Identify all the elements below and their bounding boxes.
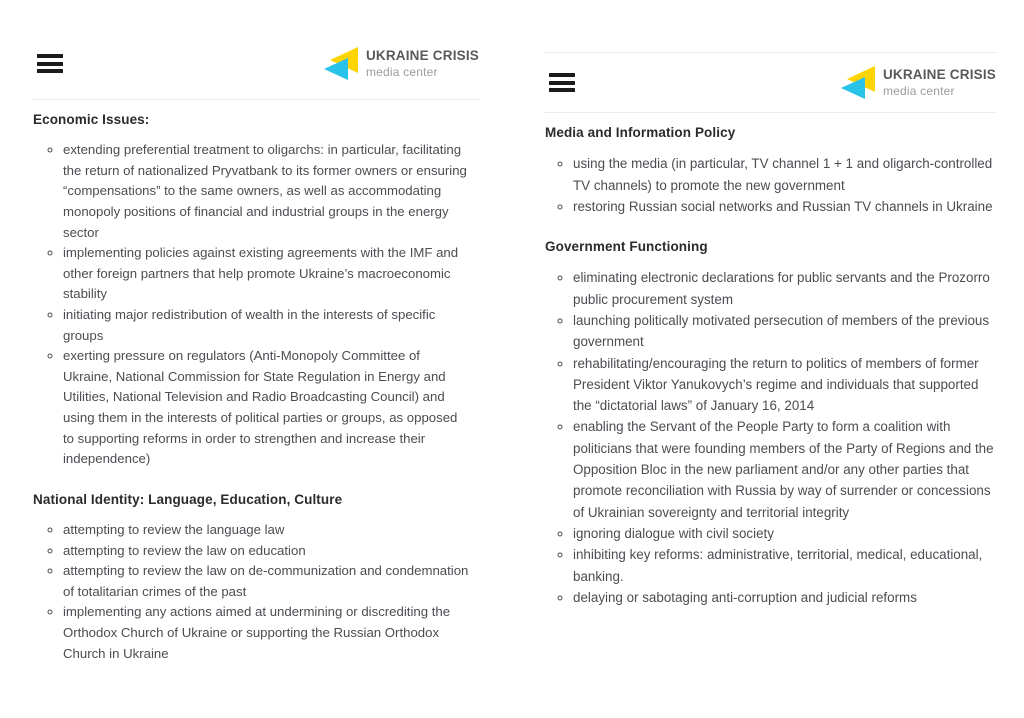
list-item: ◦ ignoring dialogue with civil society [573, 523, 996, 544]
section-economic-issues [33, 110, 472, 470]
ukraine-crisis-logo-icon [839, 66, 875, 99]
list-item: ◦ attempting to review the law on de-communization and condemnation of totalitarian crimes of the past [63, 561, 472, 602]
site-logo-text [366, 49, 479, 78]
site-logo-right[interactable] [839, 66, 996, 99]
list-item: ◦ eliminating electronic declarations for public servants and the Prozorro public procurement system [573, 267, 996, 310]
list-item: ◦ implementing any actions aimed at undermining or discrediting the Orthodox Church of Ukraine or supporting the Russian Orthodox Church in Ukraine [63, 602, 472, 664]
list-item: ◦ restoring Russian social networks and Russian TV channels in Ukraine [573, 196, 996, 217]
ukraine-crisis-logo-icon [322, 47, 358, 80]
section-media-information-policy [545, 123, 996, 217]
site-logo-left[interactable] [322, 47, 479, 80]
list-item: ◦ attempting to review the law on education [63, 541, 472, 562]
hamburger-bar-2 [37, 62, 63, 66]
list-item: ◦ extending preferential treatment to oligarchs: in particular, facilitating the return of nationalized Pryvatbank to its former owners or ensuring “compensations” to the same owners, as well as accommodating monopoly positions of financial and industrial groups in the energy sector [63, 140, 472, 243]
list-item: ◦ exerting pressure on regulators (Anti-Monopoly Committee of Ukraine, National Commission for State Regulation in Energy and Utilities, National Television and Radio Broadcasting Council) and using them in the interests of political parties or groups, as opposed to supporting reforms in order to strengthen and increase their independence) [63, 346, 472, 470]
logo-subtitle: media center [365, 64, 438, 79]
right-page-column [512, 0, 1024, 718]
bullet-list [33, 520, 472, 664]
list-item: ◦ enabling the Servant of the People Party to form a coalition with politicians that were founding members of the Party of Regions and the Opposition Bloc in the new parliament and/or any other parties that promote reconciliation with Russia by way of surrender or concessions of Ukrainian sovereignty and territorial integrity [573, 416, 996, 522]
hamburger-menu-icon[interactable] [549, 73, 575, 92]
section-national-identity [33, 490, 472, 664]
list-item: ◦ initiating major redistribution of wealth in the interests of specific groups [63, 305, 472, 346]
site-header-left [33, 28, 479, 100]
list-item: ◦ delaying or sabotaging anti-corruption and judicial reforms [573, 587, 996, 608]
logo-subtitle: media center [882, 83, 955, 98]
section-heading: Media and Information Policy [545, 125, 736, 140]
logo-title: UKRAINE CRISIS [882, 67, 996, 83]
list-item: ◦ launching politically motivated persecution of members of the previous government [573, 310, 996, 353]
list-item: ◦ inhibiting key reforms: administrative, territorial, medical, educational, banking. [573, 544, 996, 587]
logo-title: UKRAINE CRISIS [365, 48, 479, 64]
right-article-content [512, 123, 1024, 608]
bullet-list [33, 140, 472, 470]
bullet-list [545, 153, 996, 217]
hamburger-bar-3 [37, 69, 63, 73]
site-header-right [545, 52, 996, 113]
list-item: ◦ using the media (in particular, TV channel 1 + 1 and oligarch-controlled TV channels) to promote the new government [573, 153, 996, 196]
hamburger-bar-2 [549, 81, 575, 85]
hamburger-bar-1 [549, 73, 575, 77]
left-article-content [0, 110, 512, 664]
site-logo-text [883, 68, 996, 97]
hamburger-bar-1 [37, 54, 63, 58]
hamburger-menu-icon[interactable] [37, 54, 63, 73]
list-item: ◦ implementing policies against existing agreements with the IMF and other foreign partners that help promote Ukraine’s macroeconomic stability [63, 243, 472, 305]
hamburger-bar-3 [549, 88, 575, 92]
list-item: ◦ rehabilitating/encouraging the return to politics of members of former President Viktor Yanukovych’s regime and individuals that supported the “dictatorial laws” of January 16, 2014 [573, 353, 996, 417]
section-heading: Government Functioning [545, 239, 708, 255]
section-heading: National Identity: Language, Education, Culture [33, 491, 343, 507]
bullet-list [545, 267, 996, 608]
section-government-functioning [545, 237, 996, 608]
section-heading: Economic Issues: [33, 112, 150, 127]
list-item: ◦ attempting to review the language law [63, 520, 472, 541]
